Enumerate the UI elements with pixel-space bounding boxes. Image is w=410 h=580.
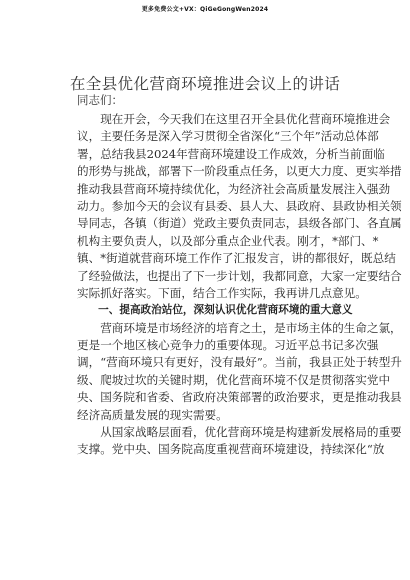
document-title: 在全县优化营商环境推进会议上的讲话 [69,75,341,93]
section-heading: 一、提高政治站位，深刻认识优化营商环境的重大意义 [77,304,353,317]
body-line: 经济高质量发展的现实需要。 [77,407,228,422]
body-line: 署，总结我县2024年营商环境建设工作成效，分析当前面临 [77,146,385,161]
body-line: 更是一个地区核心竞争力的重要体现。习近平总书记多次强 [77,338,379,353]
body-line: 调，“营商环境只有更好，没有最好”。当前，我县正处于转型升 [77,355,402,370]
body-line: 现在开会，今天我们在这里召开全县优化营商环境推进会 [77,112,391,126]
body-line: 营商环境是市场经济的培育之土，是市场主体的生命之氯， [77,320,402,335]
body-line: 议，主要任务是深入学习贯彻全省深化“三个年”活动总体部 [77,129,379,144]
body-line: 央、国务院和省委、省政府决策部署的政治要求，更是推动我县 [77,390,402,405]
body-line: 机构主要负责人，以及部分重点企业代表。刚才，*部门、* [77,233,379,248]
body-line: 动力。参加今天的会议有县委、县人大、县政府、县政协相关领 [77,198,402,213]
document-body [77,111,402,459]
watermark-text: 更多免费公文+VX：QiGeGongWen2024 [141,6,269,13]
body-line: 推动我县营商环境持续优化，为经济社会高质量发展注入强劲 [77,181,391,196]
body-line: 镇、*街道就营商环境工作作了汇报发言，讲的都很好，既总结 [77,251,396,266]
greeting: 同志们： [77,93,123,107]
body-line: 导同志，各镇（街道）党政主要负责同志，县级各部门、各直属 [77,216,402,231]
body-line: 级、爬坡过坎的关键时期，优化营商环境不仅是贯彻落实党中 [77,372,391,387]
body-line: 支撑。党中央、国务院高度重视营商环境建设，持续深化“放 [77,442,385,457]
body-line: 了经验做法，也提出了下一步计划，我都同意，大家一定要结合 [77,268,402,283]
body-line: 的形势与挑战，部署下一阶段重点任务，以更大力度、更实举措 [77,164,402,179]
body-line: 从国家战略层面看，优化营商环境是构建新发展格局的重要 [77,425,402,440]
body-line: 实际抓好落实。下面，结合工作实际，我再讲几点意见。 [77,285,367,300]
